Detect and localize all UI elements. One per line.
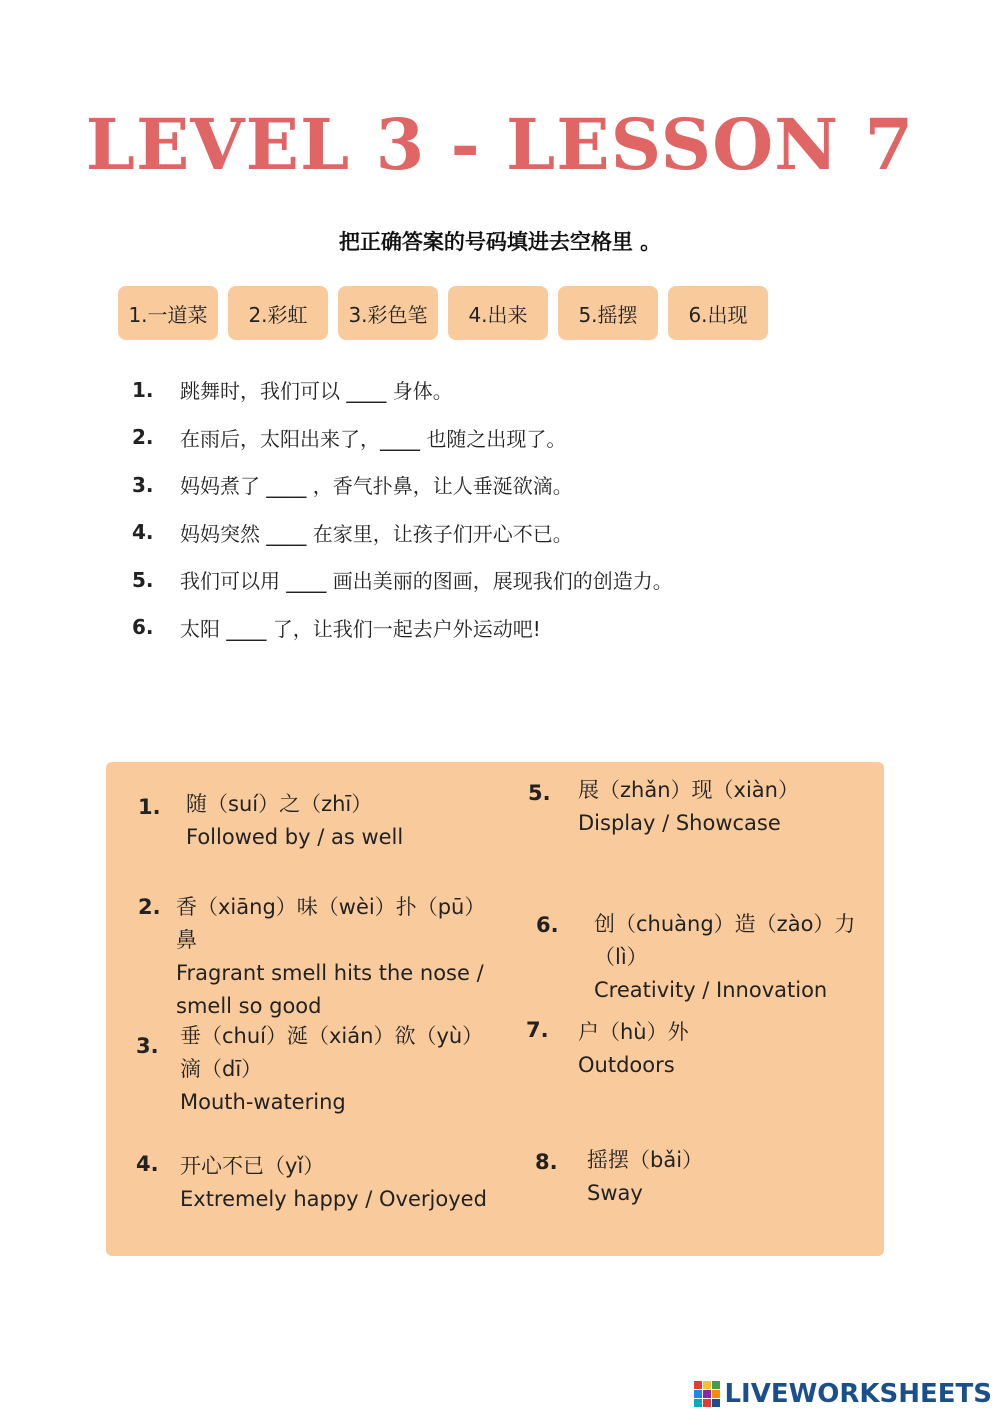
word-chip-2[interactable]: 2.彩虹	[228, 286, 328, 340]
vocab-item-8	[535, 1144, 877, 1210]
vocab-item-7	[526, 1016, 868, 1082]
sentence-number: 5.	[132, 567, 154, 592]
vocab-chinese: 户（hù）外	[578, 1020, 689, 1044]
vocab-item-4	[136, 1150, 520, 1216]
sentence-number: 3.	[132, 472, 154, 497]
sentence-text: 太阳 ____ 了，让我们一起去户外运动吧!	[180, 616, 541, 641]
vocab-item-5	[528, 774, 868, 840]
word-chip-3[interactable]: 3.彩色笔	[338, 286, 438, 340]
sentence-item	[132, 414, 912, 462]
vocab-number: 4.	[136, 1152, 159, 1176]
sentence-list	[132, 366, 912, 651]
vocab-number: 8.	[535, 1150, 558, 1174]
word-chip-6[interactable]: 6.出现	[668, 286, 768, 340]
vocab-english: Creativity / Innovation	[594, 978, 828, 1002]
vocab-number: 3.	[136, 1034, 159, 1058]
vocab-chinese: 摇摆（bǎi）	[587, 1148, 704, 1172]
sentence-text: 妈妈突然 ____ 在家里，让孩子们开心不已。	[180, 521, 573, 546]
vocab-english: Mouth-watering	[180, 1090, 346, 1114]
sentence-text: 我们可以用 ____ 画出美丽的图画，展现我们的创造力。	[180, 569, 673, 594]
liveworksheets-logo[interactable]	[694, 1378, 992, 1410]
vocab-english: Sway	[587, 1181, 643, 1205]
sentence-number: 2.	[132, 425, 154, 450]
vocab-number: 5.	[528, 781, 551, 805]
vocab-english: Followed by / as well	[186, 825, 404, 849]
vocab-number: 2.	[138, 895, 161, 919]
sentence-number: 1.	[132, 377, 154, 402]
sentence-text: 跳舞时，我们可以 ____ 身体。	[180, 379, 453, 404]
sentence-item	[132, 604, 912, 652]
sentence-item	[132, 556, 912, 604]
vocab-english: Extremely happy / Overjoyed	[180, 1187, 487, 1211]
vocab-number: 7.	[526, 1018, 549, 1042]
word-chip-1[interactable]: 1.一道菜	[118, 286, 218, 340]
vocab-english: Fragrant smell hits the nose / smell so good	[176, 961, 484, 1018]
sentence-number: 6.	[132, 615, 154, 640]
sentence-item	[132, 461, 912, 509]
vocab-chinese: 展（zhǎn）现（xiàn）	[578, 778, 799, 802]
vocab-english: Display / Showcase	[578, 811, 781, 835]
vocab-number: 6.	[536, 913, 559, 937]
logo-text: LIVEWORKSHEETS	[724, 1379, 992, 1409]
sentence-text: 在雨后，太阳出来了，____ 也随之出现了。	[180, 426, 567, 451]
vocab-item-2	[138, 891, 506, 1023]
vocab-chinese: 香（xiāng）味（wèi）扑（pū）鼻	[176, 895, 486, 952]
vocab-item-3	[136, 1020, 480, 1119]
vocab-chinese: 创（chuàng）造（zào）力（lì）	[594, 912, 856, 969]
instruction-text: 把正确答案的号码填进去空格里 。	[338, 230, 662, 254]
vocab-english: Outdoors	[578, 1053, 675, 1077]
liveworksheets-logo-icon	[694, 1381, 720, 1407]
vocab-number: 1.	[138, 795, 161, 819]
sentence-number: 4.	[132, 520, 154, 545]
word-bank	[118, 286, 768, 340]
sentence-item	[132, 509, 912, 557]
vocab-chinese: 随（suí）之（zhī）	[186, 792, 373, 816]
sentence-item	[132, 366, 912, 414]
vocab-item-6	[536, 908, 884, 1007]
word-chip-4[interactable]: 4.出来	[448, 286, 548, 340]
vocab-chinese: 垂（chuí）涎（xián）欲（yù）滴（dī）	[180, 1024, 473, 1081]
vocab-item-1	[138, 788, 516, 854]
page-title: LEVEL 3 - LESSON 7	[85, 103, 915, 186]
word-chip-5[interactable]: 5.摇摆	[558, 286, 658, 340]
vocab-chinese: 开心不已（yǐ）	[180, 1154, 325, 1178]
vocabulary-box	[106, 762, 884, 1256]
sentence-text: 妈妈煮了 ____ ，香气扑鼻，让人垂涎欲滴。	[180, 474, 573, 499]
